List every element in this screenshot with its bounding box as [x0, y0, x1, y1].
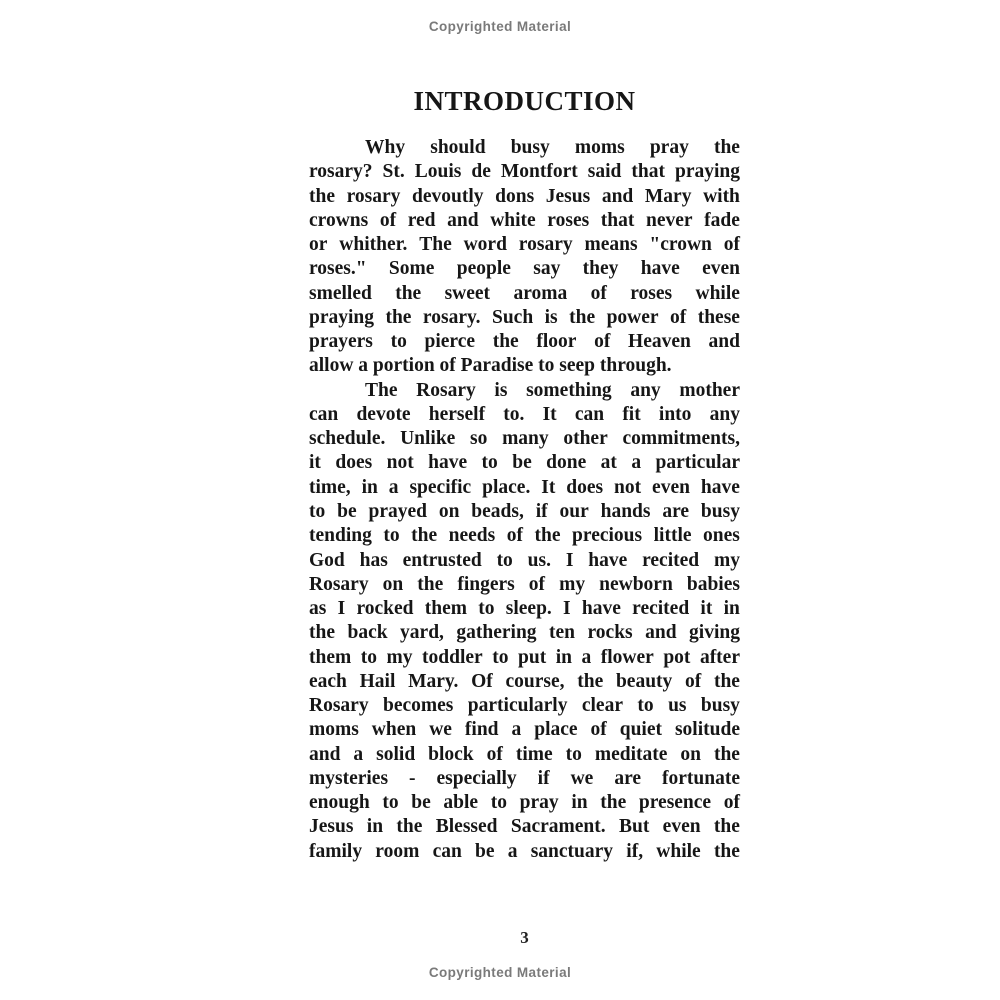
- page-number: 3: [520, 928, 529, 947]
- text-line: can devote herself to. It can fit into any: [309, 403, 740, 425]
- text-line: it does not have to be done at a particular: [309, 452, 740, 474]
- text-line: time, in a specific place. It does not even have: [309, 476, 740, 498]
- text-line: the back yard, gathering ten rocks and giving: [309, 622, 740, 644]
- text-line: The Rosary is something any mother: [365, 379, 740, 401]
- text-line: the rosary devoutly dons Jesus and Mary with: [309, 185, 740, 207]
- text-line: moms when we find a place of quiet solitude: [309, 719, 740, 741]
- text-line: Jesus in the Blessed Sacrament. But even the: [309, 816, 740, 838]
- text-line: crowns of red and white roses that never fade: [309, 209, 740, 231]
- text-line: enough to be able to pray in the presence of: [309, 792, 740, 814]
- text-line: tending to the needs of the precious little ones: [309, 525, 740, 547]
- text-line: Why should busy moms pray the: [365, 137, 740, 158]
- chapter-heading: INTRODUCTION: [413, 86, 636, 116]
- text-line: to be prayed on beads, if our hands are busy: [309, 500, 740, 522]
- copyright-notice-bottom: Copyrighted Material: [428, 965, 572, 980]
- text-line: God has entrusted to us. I have recited my: [309, 549, 740, 571]
- text-line: schedule. Unlike so many other commitments,: [309, 428, 740, 450]
- text-line: family room can be a sanctuary if, while the: [309, 840, 740, 862]
- text-line: each Hail Mary. Of course, the beauty of the: [309, 670, 740, 692]
- text-line: mysteries - especially if we are fortunate: [309, 767, 740, 789]
- text-line: them to my toddler to put in a flower pot after: [309, 646, 740, 668]
- text-line: smelled the sweet aroma of roses while: [309, 282, 740, 304]
- text-line: allow a portion of Paradise to seep through.: [309, 355, 672, 377]
- text-line: praying the rosary. Such is the power of these: [309, 306, 740, 328]
- text-line: rosary? St. Louis de Montfort said that praying: [309, 161, 740, 183]
- text-line: and a solid block of time to meditate on the: [309, 743, 740, 765]
- text-line: Rosary becomes particularly clear to us busy: [309, 695, 740, 717]
- copyright-notice-top: Copyrighted Material: [428, 19, 572, 34]
- text-line: prayers to pierce the floor of Heaven and: [309, 331, 740, 353]
- text-line: Rosary on the fingers of my newborn babies: [309, 573, 740, 595]
- text-line: roses." Some people say they have even: [309, 258, 740, 280]
- text-line: or whither. The word rosary means "crown of: [309, 234, 740, 256]
- text-line: as I rocked them to sleep. I have recited it in: [309, 598, 740, 620]
- body-text: [309, 136, 740, 864]
